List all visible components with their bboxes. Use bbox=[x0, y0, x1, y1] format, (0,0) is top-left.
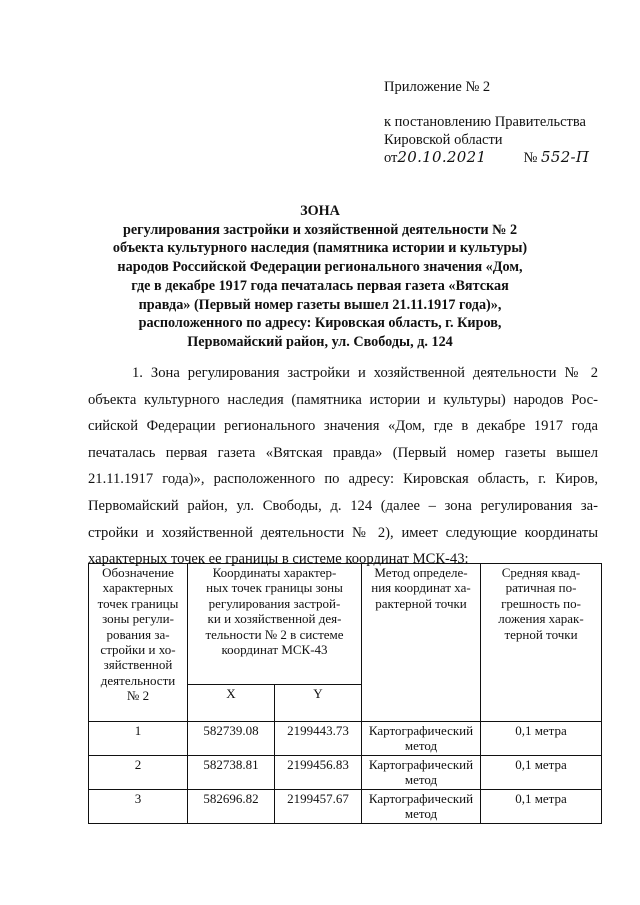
cell-error: 0,1 метра bbox=[481, 722, 602, 756]
header-mean-error: Средняя квад- ратичная по- грешность по- ложения харак- терной точки bbox=[481, 564, 602, 722]
title-line: народов Российской Федерации регионального значения «Дом, bbox=[117, 259, 523, 276]
table-header-row bbox=[89, 564, 602, 685]
cell-point: 1 bbox=[89, 722, 188, 756]
header-method: Метод определе- ния координат ха- рактерной точки bbox=[362, 564, 481, 722]
header-coordinates: Координаты характер- ных точек границы зоны регулирования застрой- ки и хозяйственной дея- тельности № 2 в системе координат МСК-43 bbox=[188, 564, 362, 685]
cell-x: 582738.81 bbox=[188, 756, 275, 790]
appendix-label: Приложение № 2 bbox=[384, 79, 491, 95]
appendix-decree-line: к постановлению Правительства bbox=[384, 114, 586, 130]
cell-error: 0,1 метра bbox=[481, 756, 602, 790]
appendix-date-line bbox=[384, 148, 589, 167]
paragraph-line: Первомайский район, ул. Свободы, д. 124 (далее – зона регулирования за- bbox=[88, 497, 598, 514]
paragraph-line: 1. Зона регулирования застройки и хозяйственной деятельности № 2 bbox=[132, 365, 598, 381]
paragraph-line: характерных точек ее границы в системе координат МСК-43: bbox=[88, 551, 469, 568]
body-paragraph bbox=[88, 360, 598, 573]
handwritten-date: 20.10.2021 bbox=[397, 148, 487, 166]
cell-y: 2199456.83 bbox=[275, 756, 362, 790]
date-prefix: от bbox=[384, 150, 398, 166]
document-title bbox=[90, 202, 550, 352]
title-line: объекта культурного наследия (памятника истории и культуры) bbox=[112, 240, 528, 257]
table-row bbox=[89, 790, 602, 824]
paragraph-line: 21.11.1917 года)», расположенного по адресу: Кировская область, г. Киров, bbox=[88, 471, 598, 488]
cell-x: 582696.82 bbox=[188, 790, 275, 824]
coordinates-table bbox=[88, 563, 602, 824]
cell-method: Картографический метод bbox=[362, 722, 481, 756]
header-y: Y bbox=[275, 685, 362, 722]
header-point-designation: Обозначение характерных точек границы зоны регули- рования за- стройки и хо- зяйственной деятельности № 2 bbox=[89, 564, 188, 722]
cell-method: Картографический метод bbox=[362, 756, 481, 790]
cell-error: 0,1 метра bbox=[481, 790, 602, 824]
title-line: Первомайский район, ул. Свободы, д. 124 bbox=[187, 333, 453, 350]
table-row bbox=[89, 756, 602, 790]
paragraph-line: печаталась первая газета «Вятская правда» (Первый номер газеты вышел bbox=[88, 444, 598, 461]
cell-x: 582739.08 bbox=[188, 722, 275, 756]
title-line: ЗОНА bbox=[300, 203, 340, 219]
cell-point: 2 bbox=[89, 756, 188, 790]
title-line: где в декабре 1917 года печаталась первая газета «Вятская bbox=[131, 277, 509, 294]
title-line: расположенного по адресу: Кировская область, г. Киров, bbox=[138, 315, 502, 332]
paragraph-line: сийской Федерации регионального значения «Дом, где в декабре 1917 года bbox=[88, 418, 598, 435]
paragraph-line: стройки и хозяйственной деятельности № 2), имеет следующие координаты bbox=[88, 524, 598, 541]
title-line: регулирования застройки и хозяйственной деятельности № 2 bbox=[122, 221, 518, 238]
cell-y: 2199443.73 bbox=[275, 722, 362, 756]
title-line: правда» (Первый номер газеты вышел 21.11.1917 года)», bbox=[138, 296, 502, 313]
cell-point: 3 bbox=[89, 790, 188, 824]
number-prefix: № bbox=[523, 150, 538, 166]
table-row bbox=[89, 722, 602, 756]
handwritten-number: 552-П bbox=[541, 148, 590, 166]
cell-y: 2199457.67 bbox=[275, 790, 362, 824]
appendix-region-line: Кировской области bbox=[384, 132, 503, 148]
cell-method: Картографический метод bbox=[362, 790, 481, 824]
header-x: X bbox=[188, 685, 275, 722]
paragraph-line: объекта культурного наследия (памятника истории и культуры) народов Рос- bbox=[88, 391, 598, 408]
